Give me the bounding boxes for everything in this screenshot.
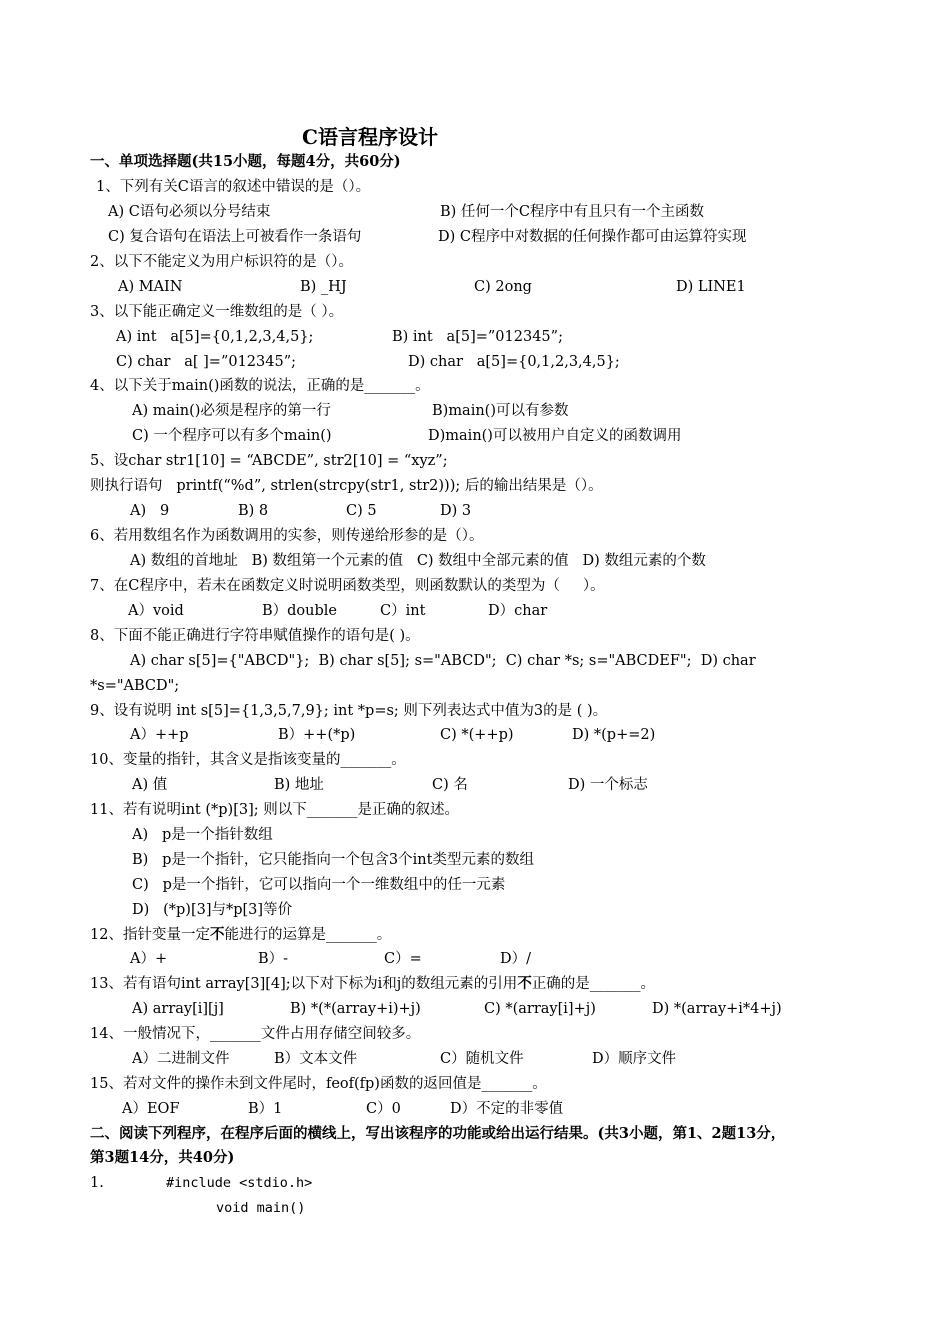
q12-option-d: D）/ <box>500 951 532 967</box>
question-8: 8、下面不能正确进行字符串赋值操作的语句是( )。 <box>90 628 420 644</box>
q9-option-c: C) *(++p) <box>440 727 514 743</box>
q3-option-c: C) char a[ ]=”012345”; <box>116 354 297 370</box>
question-7: 7、在C程序中，若未在函数定义时说明函数类型，则函数默认的类型为（ ）。 <box>90 578 605 594</box>
question-5: 5、设char str1[10] = “ABCDE”, str2[10] = “xyz”; <box>90 453 448 469</box>
q15-option-d: D）不定的非零值 <box>450 1101 564 1117</box>
program-1-code-line-2: void main() <box>216 1200 306 1216</box>
q5-option-c: C) 5 <box>346 503 377 519</box>
question-13 <box>90 974 655 994</box>
question-4: 4、以下关于main()函数的说法，正确的是_______。 <box>90 378 430 394</box>
q7-option-a: A）void <box>128 603 184 619</box>
question-13-text-start: 13、若有语句int array[3][4];以下对下标为i和j的数组元素的引用 <box>90 976 518 992</box>
question-13-text-end: 正确的是_______。 <box>531 976 656 992</box>
question-2: 2、以下不能定义为用户标识符的是（）。 <box>90 254 353 270</box>
question-14: 14、一般情况下，_______文件占用存储空间较多。 <box>90 1026 421 1042</box>
program-1-code-line-1: #include <stdio.h> <box>166 1175 313 1191</box>
q2-option-c: C) 2ong <box>474 279 532 295</box>
q13-option-a: A) array[i][j] <box>132 1001 224 1017</box>
q3-option-a: A) int a[5]={0,1,2,3,4,5}; <box>116 329 314 345</box>
q1-option-a: A) C语句必须以分号结束 <box>108 204 271 220</box>
question-9: 9、设有说明 int s[5]={1,3,5,7,9}; int *p=s; 则下列表达式中值为3的是 ( )。 <box>90 703 608 719</box>
q12-option-c: C）= <box>384 951 422 967</box>
q7-option-c: C）int <box>380 603 426 619</box>
section-2-heading-line-2: 第3题14分，共40分) <box>90 1149 235 1166</box>
q2-option-a: A) MAIN <box>118 279 183 295</box>
q14-option-c: C）随机文件 <box>440 1051 524 1067</box>
q10-option-b: B) 地址 <box>274 777 324 793</box>
q3-option-b: B) int a[5]=”012345”; <box>392 329 563 345</box>
q15-option-b: B）1 <box>248 1101 283 1117</box>
q10-option-a: A) 值 <box>132 777 168 793</box>
q6-options: A) 数组的首地址 B) 数组第一个元素的值 C) 数组中全部元素的值 D) 数组元素的个数 <box>130 553 706 569</box>
q7-option-b: B）double <box>262 603 338 619</box>
q14-option-b: B）文本文件 <box>274 1051 358 1067</box>
q10-option-c: C) 名 <box>432 777 468 793</box>
q13-option-d: D) *(array+i*4+j) <box>652 1001 782 1017</box>
q4-option-a: A) main()必须是程序的第一行 <box>132 403 331 419</box>
program-1-number: 1. <box>90 1175 104 1191</box>
question-3: 3、以下能正确定义一维数组的是（ ）。 <box>90 304 344 320</box>
question-6: 6、若用数组名作为函数调用的实参，则传递给形参的是（）。 <box>90 528 484 544</box>
q5-option-b: B) 8 <box>238 503 269 519</box>
q12-option-b: B）- <box>258 951 289 967</box>
section-1-heading: 一、单项选择题(共15小题，每题4分，共60分) <box>90 153 401 170</box>
question-15: 15、若对文件的操作未到文件尾时，feof(fp)函数的返回值是_______。 <box>90 1076 547 1092</box>
q9-option-d: D) *(p+=2) <box>572 727 656 743</box>
q1-option-b: B) 任何一个C程序中有且只有一个主函数 <box>440 204 705 220</box>
q2-option-d: D) LINE1 <box>676 279 746 295</box>
question-12-text-start: 12、指针变量一定 <box>90 927 210 943</box>
question-12 <box>90 925 391 945</box>
q4-option-c: C) 一个程序可以有多个main() <box>132 428 332 444</box>
q15-option-a: A）EOF <box>122 1101 180 1117</box>
q1-option-c: C) 复合语句在语法上可被看作一条语句 <box>108 229 362 245</box>
q4-option-d: D)main()可以被用户自定义的函数调用 <box>428 428 682 444</box>
page-title: C语言程序设计 <box>302 125 438 149</box>
q14-option-a: A）二进制文件 <box>132 1051 230 1067</box>
question-1: 1、下列有关C语言的叙述中错误的是（）。 <box>96 179 371 195</box>
q11-option-a: A) p是一个指针数组 <box>132 827 273 843</box>
q11-option-b: B) p是一个指针，它只能指向一个包含3个int类型元素的数组 <box>132 852 534 868</box>
q13-option-c: C) *(array[i]+j) <box>484 1001 596 1017</box>
q3-option-d: D) char a[5]={0,1,2,3,4,5}; <box>408 354 620 370</box>
q10-option-d: D) 一个标志 <box>568 777 648 793</box>
q2-option-b: B) _HJ <box>300 279 347 295</box>
question-12-emphasis: 不 <box>209 926 225 943</box>
q5-option-a: A) 9 <box>130 503 170 519</box>
q11-option-c: C) p是一个指针，它可以指向一个一维数组中的任一元素 <box>132 877 506 893</box>
question-11: 11、若有说明int (*p)[3]; 则以下_______是正确的叙述。 <box>90 802 459 818</box>
q8-options-line-2: *s="ABCD"; <box>90 678 180 694</box>
q5-option-d: D) 3 <box>440 503 472 519</box>
question-13-emphasis: 不 <box>517 975 532 992</box>
q1-option-d: D) C程序中对数据的任何操作都可由运算符实现 <box>438 229 747 245</box>
q4-option-b: B)main()可以有参数 <box>432 403 569 419</box>
section-2-heading-line-1: 二、阅读下列程序，在程序后面的横线上，写出该程序的功能或给出运行结果。(共3小题，第1、2题13分， <box>90 1125 786 1142</box>
q11-option-d: D) (*p)[3]与*p[3]等价 <box>132 902 293 918</box>
question-5-line-2: 则执行语句 printf(“%d”, strlen(strcpy(str1, str2))); 后的输出结果是（）。 <box>90 478 603 494</box>
q7-option-d: D）char <box>488 603 548 619</box>
q14-option-d: D）顺序文件 <box>592 1051 677 1067</box>
q12-option-a: A）+ <box>130 951 168 967</box>
q9-option-b: B）++(*p) <box>278 727 356 743</box>
question-10: 10、变量的指针，其含义是指该变量的_______。 <box>90 752 406 768</box>
q13-option-b: B) *(*(array+i)+j) <box>290 1001 421 1017</box>
q8-options-line-1: A) char s[5]={"ABCD"}; B) char s[5]; s="ABCD"; C) char *s; s="ABCDEF"; D) char <box>130 653 756 669</box>
q15-option-c: C）0 <box>366 1101 401 1117</box>
q9-option-a: A）++p <box>130 727 189 743</box>
question-12-text-end: 能进行的运算是_______。 <box>224 927 392 943</box>
